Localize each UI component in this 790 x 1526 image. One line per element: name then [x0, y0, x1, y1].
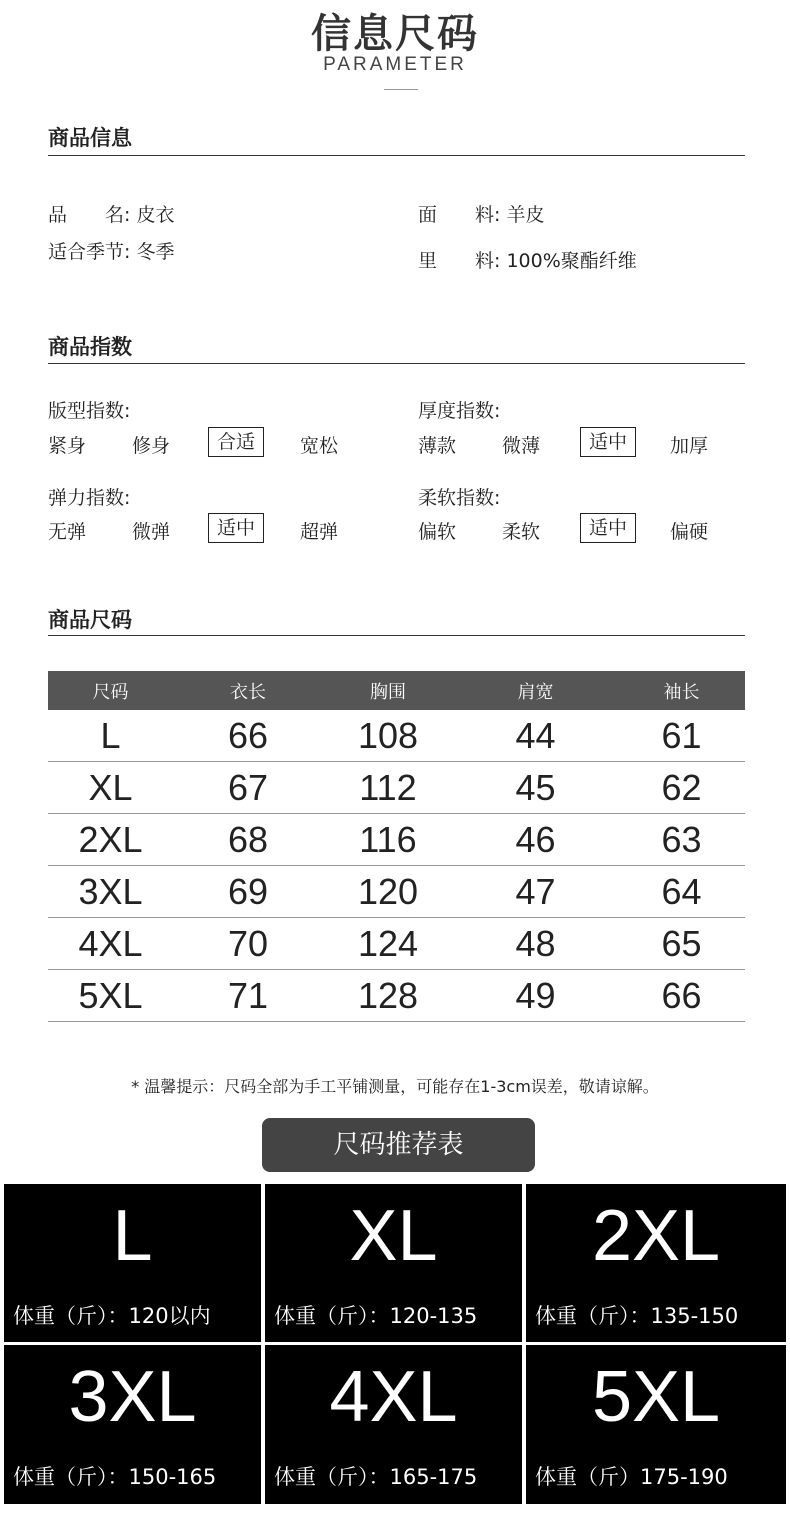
info-name-label: 品 名:: [48, 204, 131, 226]
size-table-cell: 46: [515, 818, 556, 860]
info-season-label: 适合季节:: [48, 241, 131, 263]
size-table-cell: L: [100, 714, 121, 756]
index-elasticity-option: 超弹: [300, 521, 339, 543]
section-heading-product-index: 商品指数: [48, 335, 132, 359]
info-name: [48, 200, 174, 227]
recommend-size: 4XL: [329, 1357, 458, 1437]
size-table-cell: 61: [661, 714, 702, 756]
size-table-col-header: 肩宽: [517, 681, 554, 703]
recommend-weight: 体重（斤）：135-150: [535, 1304, 739, 1328]
index-fit-option: 紧身: [48, 435, 87, 457]
size-table-cell: 116: [359, 818, 417, 860]
size-table-row: [48, 814, 745, 866]
size-table-cell: 128: [357, 974, 419, 1016]
section-divider: [48, 155, 745, 156]
recommend-weight: 体重（斤）：165-175: [274, 1465, 478, 1489]
index-fit-options: [48, 431, 368, 461]
index-thickness-option: 薄款: [418, 435, 457, 457]
size-table-cell: 66: [661, 974, 702, 1016]
size-table-cell: 63: [661, 818, 702, 860]
recommend-weight: 体重（斤）：150-165: [13, 1465, 217, 1489]
recommend-size: 3XL: [68, 1357, 197, 1437]
page-subtitle: PARAMETER: [323, 54, 467, 75]
info-lining-label: 里 料:: [418, 250, 501, 272]
size-table-cell: 112: [359, 766, 417, 808]
index-fit-label: 版型指数:: [48, 400, 131, 422]
index-fit-option: 宽松: [300, 435, 339, 457]
section-divider: [48, 635, 745, 636]
size-table-row: [48, 866, 745, 918]
recommend-card: [4, 1345, 261, 1504]
info-fabric: [418, 200, 544, 227]
size-recommend-grid: [4, 1184, 786, 1504]
index-elasticity-label: 弹力指数:: [48, 487, 131, 509]
index-elasticity-option: 无弹: [48, 521, 87, 543]
size-table-col-header: 胸围: [370, 681, 406, 703]
index-softness-option: 偏硬: [670, 521, 709, 543]
index-thickness-option: 微薄: [502, 435, 541, 457]
size-table-cell: 5XL: [78, 974, 143, 1016]
info-season-value: 冬季: [136, 241, 175, 263]
recommend-card: [4, 1184, 261, 1342]
size-table-cell: 2XL: [78, 818, 143, 860]
index-elasticity-options: [48, 517, 368, 547]
size-table-cell: 67: [227, 766, 269, 808]
index-softness-label: 柔软指数:: [418, 487, 501, 509]
size-table-cell: 71: [227, 974, 269, 1016]
recommend-weight: 体重（斤）175-190: [535, 1465, 728, 1489]
recommend-size: L: [112, 1196, 153, 1276]
size-table-cell: 68: [227, 818, 269, 860]
size-table-cell: 48: [515, 922, 556, 964]
index-softness-options: [418, 517, 738, 547]
size-table-col-header: 衣长: [230, 681, 266, 703]
measurement-tip: * 温馨提示：尺码全部为手工平铺测量，可能存在1-3cm误差，敬请谅解。: [131, 1077, 659, 1096]
size-table-cell: 4XL: [78, 922, 143, 964]
section-heading-product-info: 商品信息: [48, 126, 132, 150]
recommend-weight: 体重（斤）：120-135: [274, 1304, 478, 1328]
size-table-cell: 70: [227, 922, 269, 964]
size-table-cell: 62: [661, 766, 702, 808]
title-divider: [384, 89, 418, 90]
size-table-cell: 108: [357, 714, 419, 756]
info-fabric-label: 面 料:: [418, 204, 501, 226]
size-table-cell: 44: [515, 714, 556, 756]
size-table-cell: 120: [357, 870, 419, 912]
recommend-size: XL: [349, 1196, 438, 1276]
size-table-cell: 3XL: [78, 870, 143, 912]
recommend-size: 2XL: [591, 1196, 721, 1276]
size-table-cell: XL: [88, 766, 133, 808]
size-table-cell: 47: [515, 870, 556, 912]
recommend-size: 5XL: [591, 1357, 721, 1437]
index-fit-option-selected: 合适: [208, 427, 264, 457]
index-thickness-option: 加厚: [670, 435, 709, 457]
size-table: [48, 671, 745, 1022]
page-title: 信息尺码: [311, 11, 479, 57]
size-table-row: [48, 710, 745, 762]
info-lining: [418, 246, 637, 273]
index-fit-option: 修身: [132, 435, 171, 457]
section-heading-size-chart: 商品尺码: [48, 608, 132, 632]
index-softness-option-selected: 适中: [580, 513, 636, 543]
size-table-row: [48, 762, 745, 814]
index-thickness-options: [418, 431, 738, 461]
size-table-cell: 64: [661, 870, 702, 912]
size-table-cell: 124: [357, 922, 419, 964]
size-table-cell: 49: [515, 974, 556, 1016]
recommend-weight: 体重（斤）：120以内: [13, 1304, 211, 1328]
size-table-col-header: 袖长: [663, 681, 700, 703]
size-table-col-header: 尺码: [92, 681, 129, 703]
recommend-card: [526, 1345, 786, 1504]
index-thickness-label: 厚度指数:: [418, 400, 501, 422]
recommend-card: [526, 1184, 786, 1342]
index-elasticity-option: 微弹: [132, 521, 171, 543]
index-softness-option: 柔软: [502, 521, 541, 543]
section-divider: [48, 363, 745, 364]
size-table-cell: 45: [515, 766, 556, 808]
index-elasticity-option-selected: 适中: [208, 513, 264, 543]
size-table-row: [48, 918, 745, 970]
index-thickness-option-selected: 适中: [580, 427, 636, 457]
size-table-header: [48, 671, 745, 710]
size-table-cell: 69: [227, 870, 269, 912]
size-table-cell: 65: [661, 922, 702, 964]
info-fabric-value: 羊皮: [506, 204, 545, 226]
size-recommend-button[interactable]: 尺码推荐表: [262, 1118, 535, 1172]
size-table-cell: 66: [227, 714, 269, 756]
index-softness-option: 偏软: [418, 521, 457, 543]
size-table-row: [48, 970, 745, 1022]
info-name-value: 皮衣: [136, 204, 175, 226]
info-lining-value: 100%聚酯纤维: [506, 250, 637, 272]
info-season: [48, 237, 174, 264]
recommend-card: [265, 1345, 522, 1504]
recommend-card: [265, 1184, 522, 1342]
